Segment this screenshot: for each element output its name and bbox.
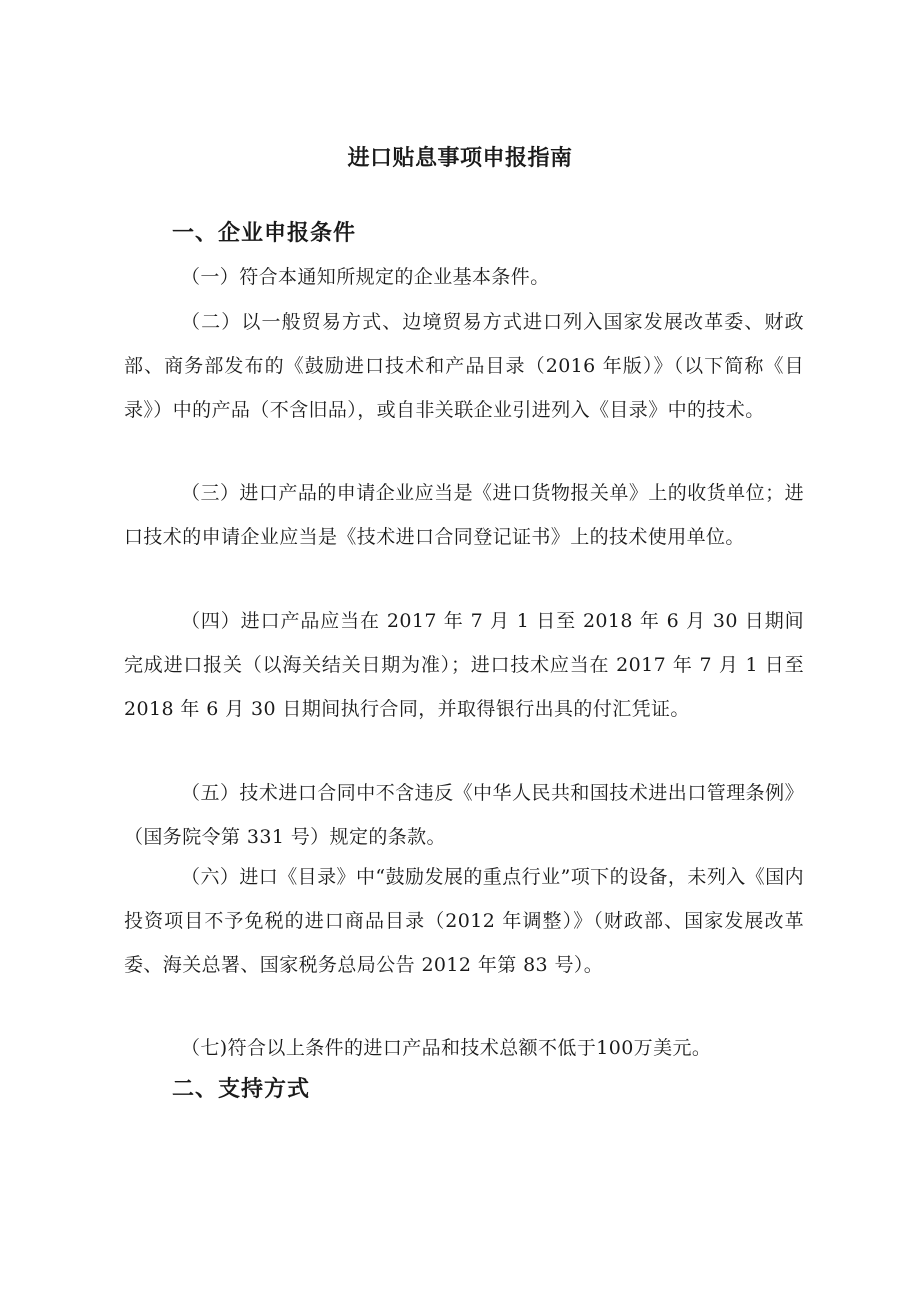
document-title: 进口贴息事项申报指南 xyxy=(347,146,573,171)
condition-item-1: （一）符合本通知所规定的企业基本条件。 xyxy=(181,266,550,288)
condition-item-2: （二）以一般贸易方式、边境贸易方式进口列入国家发展改革委、财政部、商务部发布的《鼓励进口技术和产品目录（2016 年版）》（以下简称《目录》）中的产品（不含旧品），或自非关联企业引进列入《目录》中的技术。 xyxy=(124,311,804,421)
section-heading-conditions: 一、企业申报条件 xyxy=(172,221,357,246)
condition-item-6: （六）进口《目录》中“鼓励发展的重点行业”项下的设备，未列入《国内投资项目不予免税的进口商品目录（2012 年调整）》（财政部、国家发展改革委、海关总署、国家税务总局公告 2012 年第 83 号）。 xyxy=(124,866,804,976)
condition-item-3: （三）进口产品的申请企业应当是《进口货物报关单》上的收货单位；进口技术的申请企业应当是《技术进口合同登记证书》上的技术使用单位。 xyxy=(124,482,804,548)
condition-item-4: （四）进口产品应当在 2017 年 7 月 1 日至 2018 年 6 月 30 日期间完成进口报关（以海关结关日期为准）；进口技术应当在 2017 年 7 月 1 日至 2018 年 6 月 30 日期间执行合同，并取得银行出具的付汇凭证。 xyxy=(124,610,804,720)
condition-item-7: （七)符合以上条件的进口产品和技术总额不低于100万美元。 xyxy=(181,1037,712,1059)
condition-item-5: （五）技术进口合同中不含违反《中华人民共和国技术进出口管理条例》（国务院令第 331 号）规定的条款。 xyxy=(124,782,804,848)
section-heading-support: 二、支持方式 xyxy=(172,1077,311,1102)
